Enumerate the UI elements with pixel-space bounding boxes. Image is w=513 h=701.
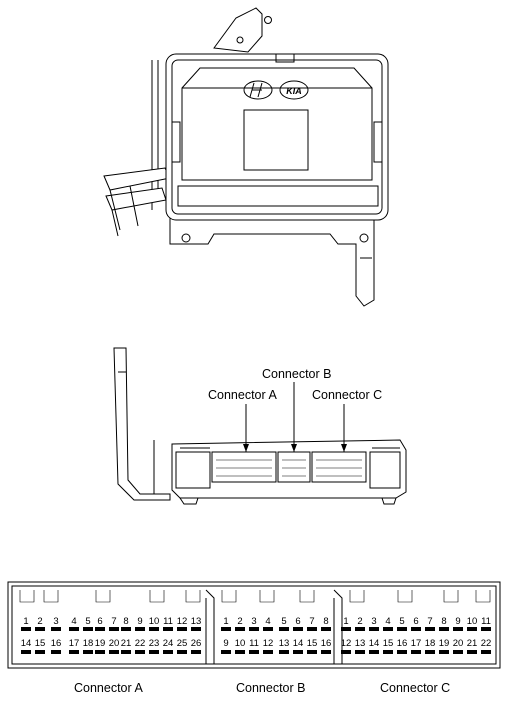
pin-label-b-7: 7 [309,616,315,627]
pin-label-a-20: 20 [108,638,120,649]
pin-label-a-23: 23 [148,638,160,649]
pin-terminal-b-10 [235,650,245,654]
pin-terminal-a-13 [191,627,201,631]
pin-label-a-22: 22 [134,638,146,649]
pin-label-b-1: 1 [223,616,229,627]
pin-terminal-a-16 [51,650,61,654]
pin-terminal-a-10 [149,627,159,631]
pin-label-a-15: 15 [34,638,46,649]
pin-label-c-8: 8 [441,616,447,627]
connector-face-view [8,582,500,695]
pin-terminal-c-1 [341,627,351,631]
pin-label-a-7: 7 [111,616,117,627]
pin-terminal-c-10 [467,627,477,631]
pin-terminal-c-9 [453,627,463,631]
pin-terminal-b-14 [293,650,303,654]
pin-label-a-24: 24 [162,638,174,649]
pin-label-a-1: 1 [23,616,29,627]
pin-terminal-b-4 [263,627,273,631]
pin-label-b-15: 15 [306,638,318,649]
pin-label-a-16: 16 [50,638,62,649]
side-label-connector-c: Connector C [312,388,383,402]
pin-terminal-b-1 [221,627,231,631]
pin-label-b-6: 6 [295,616,301,627]
pin-terminal-c-16 [397,650,407,654]
pin-label-a-18: 18 [82,638,94,649]
pin-label-a-12: 12 [176,616,188,627]
pin-label-c-10: 10 [466,616,478,627]
pin-label-b-9: 9 [223,638,229,649]
pin-label-b-10: 10 [234,638,246,649]
pin-terminal-a-18 [83,650,93,654]
pin-label-c-5: 5 [399,616,405,627]
side-label-connector-a: Connector A [208,388,277,402]
pin-label-a-13: 13 [190,616,202,627]
pin-terminal-a-1 [21,627,31,631]
pin-label-a-10: 10 [148,616,160,627]
pin-terminal-c-4 [383,627,393,631]
pin-terminal-c-8 [439,627,449,631]
pin-terminal-a-2 [35,627,45,631]
pin-terminal-b-16 [321,650,331,654]
module-top-view [104,8,388,306]
pin-terminal-c-13 [355,650,365,654]
pin-terminal-b-6 [293,627,303,631]
pin-terminal-a-6 [95,627,105,631]
pin-terminal-a-17 [69,650,79,654]
pin-label-c-13: 13 [354,638,366,649]
side-label-connector-b: Connector B [262,367,332,381]
pin-label-a-17: 17 [68,638,80,649]
pin-terminal-c-18 [425,650,435,654]
pin-label-a-26: 26 [190,638,202,649]
pin-terminal-a-22 [135,650,145,654]
pin-label-b-16: 16 [320,638,332,649]
pin-label-a-9: 9 [137,616,143,627]
pin-terminal-a-23 [149,650,159,654]
pin-label-c-21: 21 [466,638,478,649]
pin-label-c-22: 22 [480,638,492,649]
pin-label-a-3: 3 [53,616,59,627]
pin-terminal-a-26 [191,650,201,654]
pin-label-c-19: 19 [438,638,450,649]
pin-label-b-4: 4 [265,616,271,627]
pin-label-a-11: 11 [163,616,173,627]
pin-terminal-c-20 [453,650,463,654]
pin-terminal-a-11 [163,627,173,631]
pin-terminal-b-8 [321,627,331,631]
pin-label-c-17: 17 [410,638,422,649]
pin-label-c-14: 14 [368,638,380,649]
pin-terminal-c-6 [411,627,421,631]
pin-terminal-a-24 [163,650,173,654]
pin-terminal-c-21 [467,650,477,654]
pin-label-a-19: 19 [94,638,106,649]
bottom-label-connector-b: Connector B [236,681,306,695]
pin-terminal-c-7 [425,627,435,631]
pin-terminal-b-7 [307,627,317,631]
pin-label-b-14: 14 [292,638,304,649]
pin-label-b-2: 2 [237,616,243,627]
pin-label-a-8: 8 [123,616,129,627]
pin-label-c-2: 2 [357,616,363,627]
pin-terminal-b-12 [263,650,273,654]
pin-label-c-1: 1 [343,616,349,627]
pin-terminal-c-22 [481,650,491,654]
pin-terminal-b-3 [249,627,259,631]
pin-label-c-7: 7 [427,616,433,627]
pin-label-c-16: 16 [396,638,408,649]
pin-terminal-b-9 [221,650,231,654]
pin-label-c-11: 11 [481,616,491,627]
pin-terminal-a-20 [109,650,119,654]
pin-terminal-a-19 [95,650,105,654]
pin-terminal-c-3 [369,627,379,631]
pin-terminal-a-15 [35,650,45,654]
pin-label-a-4: 4 [71,616,77,627]
pin-label-a-5: 5 [85,616,91,627]
pin-label-b-3: 3 [251,616,257,627]
pin-label-c-18: 18 [424,638,436,649]
pin-label-b-8: 8 [323,616,329,627]
pin-label-a-14: 14 [20,638,32,649]
pin-label-a-6: 6 [97,616,103,627]
pin-label-b-12: 12 [262,638,274,649]
module-side-view [114,348,406,504]
pin-label-a-2: 2 [37,616,43,627]
pin-label-c-15: 15 [382,638,394,649]
pin-terminal-b-13 [279,650,289,654]
pin-label-a-21: 21 [120,638,132,649]
svg-text:KIA: KIA [286,86,302,96]
pin-terminal-a-14 [21,650,31,654]
pin-terminal-c-14 [369,650,379,654]
pin-terminal-a-25 [177,650,187,654]
pin-terminal-a-9 [135,627,145,631]
pin-label-c-12: 12 [340,638,352,649]
pin-terminal-a-4 [69,627,79,631]
pin-label-b-5: 5 [281,616,287,627]
pin-terminal-a-5 [83,627,93,631]
pin-terminal-a-7 [109,627,119,631]
pin-label-c-6: 6 [413,616,419,627]
bottom-label-connector-a: Connector A [74,681,143,695]
pin-terminal-a-21 [121,650,131,654]
pin-label-c-3: 3 [371,616,377,627]
pin-label-b-13: 13 [278,638,290,649]
pin-terminal-a-3 [51,627,61,631]
bottom-label-connector-c: Connector C [380,681,451,695]
pin-terminal-a-8 [121,627,131,631]
pin-terminal-c-17 [411,650,421,654]
pin-terminal-c-19 [439,650,449,654]
pin-terminal-c-11 [481,627,491,631]
pin-terminal-b-15 [307,650,317,654]
pin-terminal-b-2 [235,627,245,631]
pin-terminal-c-2 [355,627,365,631]
pin-terminal-a-12 [177,627,187,631]
pin-label-a-25: 25 [176,638,188,649]
pin-terminal-c-15 [383,650,393,654]
pin-terminal-b-5 [279,627,289,631]
pin-terminal-c-12 [341,650,351,654]
pin-label-b-11: 11 [249,638,259,649]
pin-label-c-20: 20 [452,638,464,649]
pin-terminal-c-5 [397,627,407,631]
pin-label-c-9: 9 [455,616,461,627]
pin-label-c-4: 4 [385,616,391,627]
pin-terminal-b-11 [249,650,259,654]
